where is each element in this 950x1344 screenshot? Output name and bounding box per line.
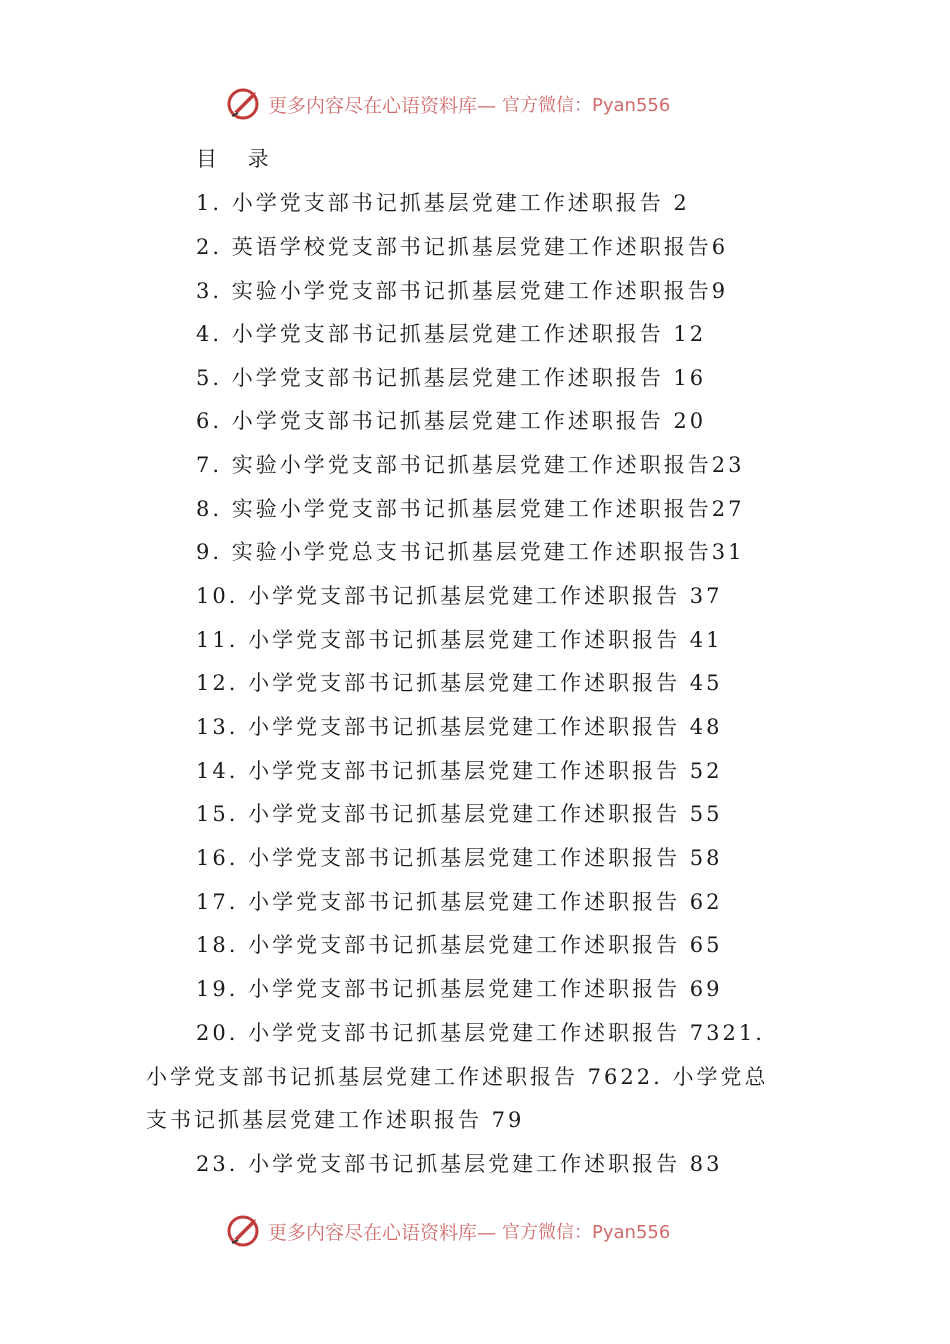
toc-item: 6. 小学党支部书记抓基层党建工作述职报告 20	[196, 409, 707, 433]
toc-item: 3. 实验小学党支部书记抓基层党建工作述职报告9	[196, 279, 729, 303]
toc-item: 5. 小学党支部书记抓基层党建工作述职报告 16	[196, 366, 707, 390]
toc-item: 11. 小学党支部书记抓基层党建工作述职报告 41	[196, 628, 723, 652]
toc-item: 10. 小学党支部书记抓基层党建工作述职报告 37	[196, 584, 723, 608]
toc-item: 23. 小学党支部书记抓基层党建工作述职报告 83	[196, 1152, 723, 1176]
toc-wrapped-line-2: 小学党支部书记抓基层党建工作述职报告 7622. 小学党总	[146, 1065, 769, 1089]
toc-item: 9. 实验小学党总支书记抓基层党建工作述职报告31	[196, 540, 745, 564]
toc-item: 19. 小学党支部书记抓基层党建工作述职报告 69	[196, 977, 723, 1001]
toc-item: 13. 小学党支部书记抓基层党建工作述职报告 48	[196, 715, 723, 739]
toc-item: 18. 小学党支部书记抓基层党建工作述职报告 65	[196, 933, 723, 957]
toc-item: 14. 小学党支部书记抓基层党建工作述职报告 52	[196, 759, 723, 783]
toc-item: 12. 小学党支部书记抓基层党建工作述职报告 45	[196, 671, 723, 695]
toc-item: 7. 实验小学党支部书记抓基层党建工作述职报告23	[196, 453, 745, 477]
banner-wechat: 官方微信：Pyan556	[502, 1222, 671, 1243]
banner-wechat: 官方微信：Pyan556	[502, 95, 671, 116]
toc-item: 16. 小学党支部书记抓基层党建工作述职报告 58	[196, 846, 723, 870]
toc-wrapped-line-1: 20. 小学党支部书记抓基层党建工作述职报告 7321.	[196, 1021, 765, 1045]
banner-text: 更多内容尽在心语资料库—	[268, 94, 497, 117]
toc-item: 8. 实验小学党支部书记抓基层党建工作述职报告27	[196, 497, 745, 521]
toc-item: 17. 小学党支部书记抓基层党建工作述职报告 62	[196, 890, 723, 914]
banner-text: 更多内容尽在心语资料库—	[268, 1221, 497, 1244]
toc-wrapped-line-3: 支书记抓基层党建工作述职报告 79	[146, 1108, 525, 1132]
toc-item: 4. 小学党支部书记抓基层党建工作述职报告 12	[196, 322, 707, 346]
toc-title: 目 录	[196, 147, 281, 171]
toc-item: 2. 英语学校党支部书记抓基层党建工作述职报告6	[196, 235, 729, 259]
footer-banner	[226, 1211, 670, 1251]
quill-logo-icon	[226, 1213, 262, 1249]
toc-item: 15. 小学党支部书记抓基层党建工作述职报告 55	[196, 802, 723, 826]
toc-item: 1. 小学党支部书记抓基层党建工作述职报告 2	[196, 191, 690, 215]
